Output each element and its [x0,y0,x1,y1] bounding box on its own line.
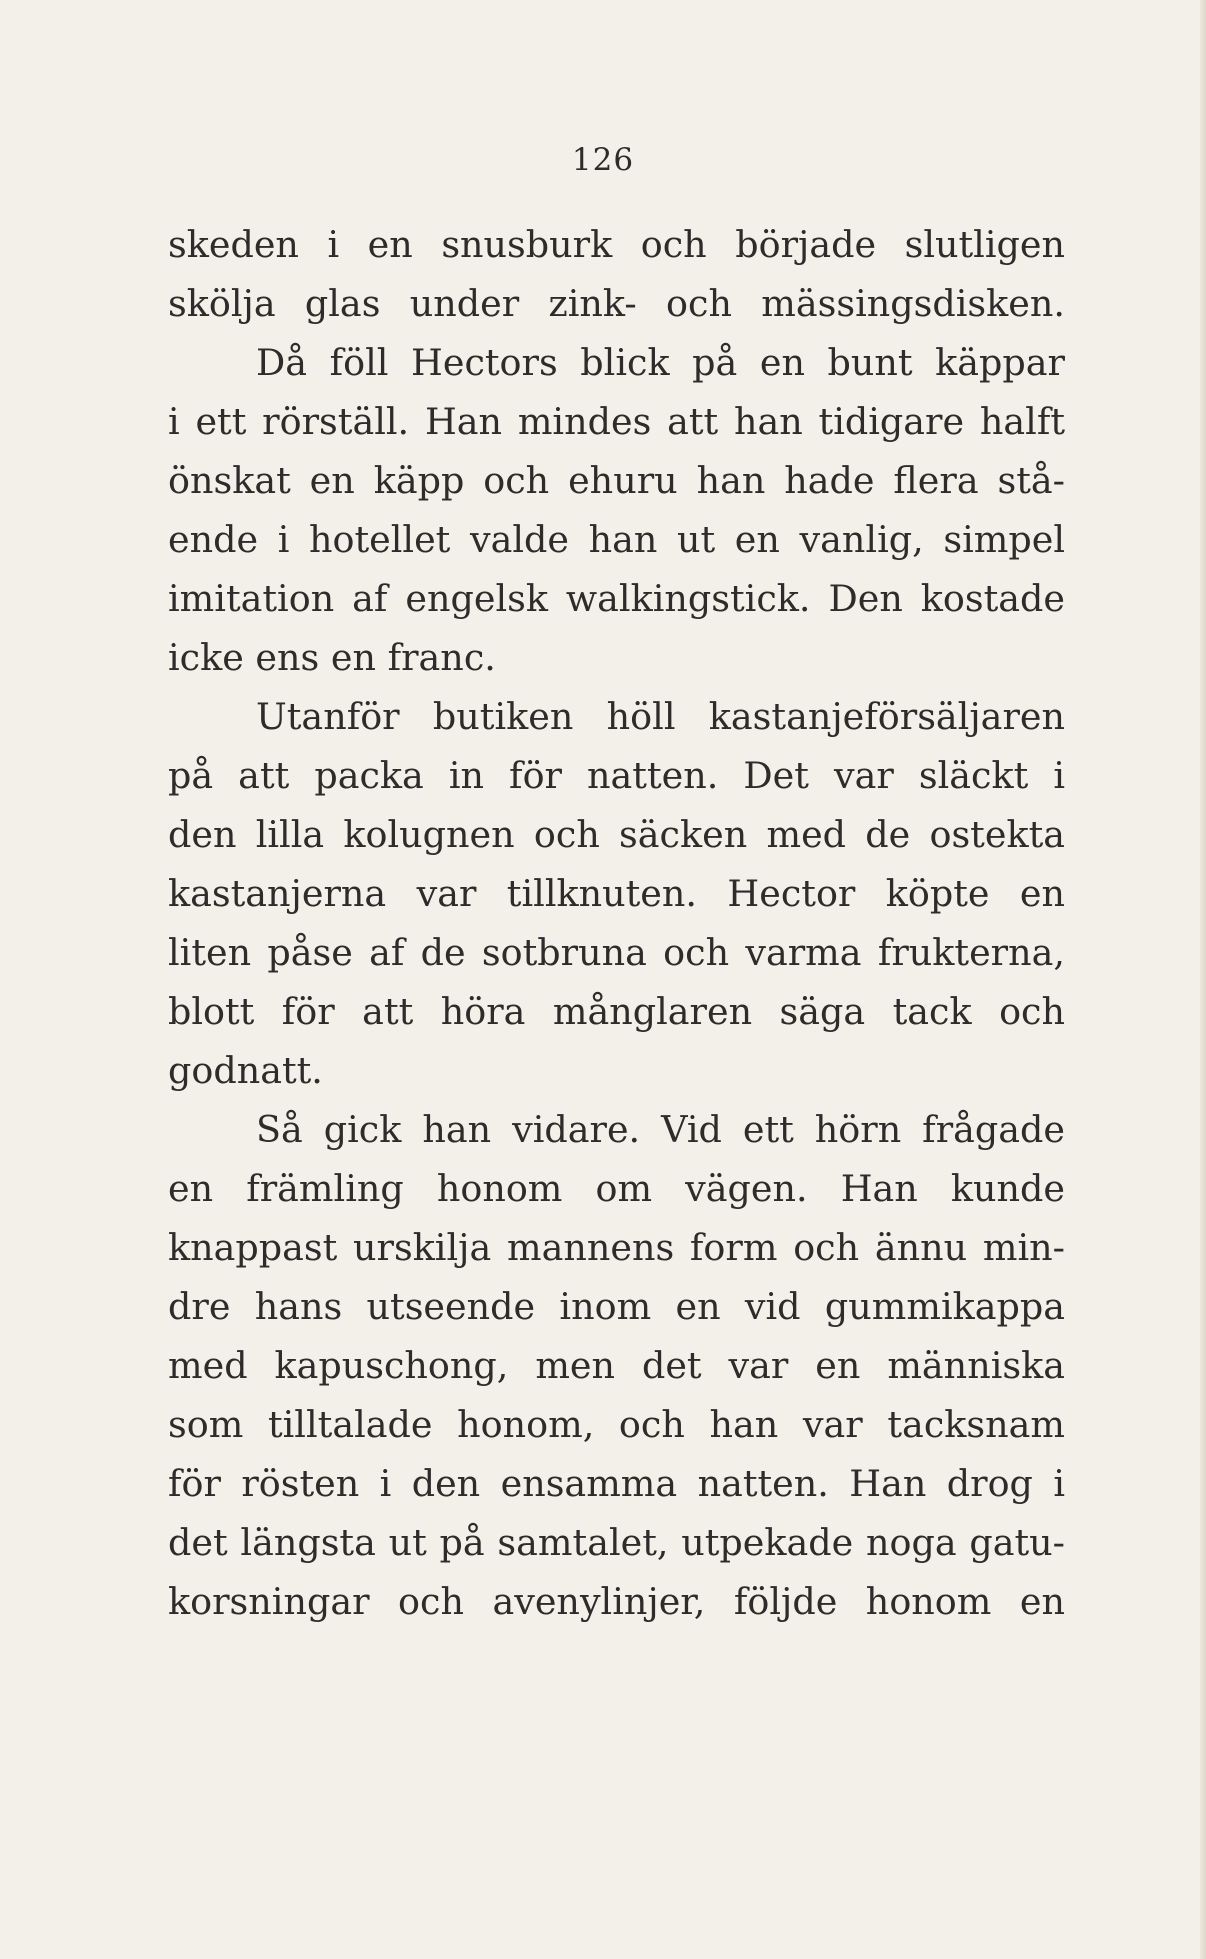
text-line-8: icke ens en franc. [168,636,496,679]
text-line-23: det längsta ut på samtalet, utpekade noga gatu- [168,1521,1065,1564]
text-line-11: den lilla kolugnen och säcken med de ostekta [168,813,1065,856]
text-line-4: i ett rörställ. Han mindes att han tidigare halft [168,400,1065,443]
text-line-24: korsningar och avenylinjer, följde honom en [168,1580,1065,1623]
page-number: 126 [571,142,635,178]
text-line-1: skeden i en snusburk och började slutligen [168,223,1065,266]
text-line-12: kastanjerna var tillknuten. Hector köpte en [168,872,1065,915]
text-line-15: godnatt. [168,1049,323,1092]
text-line-7: imitation af engelsk walkingstick. Den kostade [168,577,1065,620]
text-line-2: skölja glas under zink- och mässingsdisken. [168,282,1065,325]
text-line-5: önskat en käpp och ehuru han hade flera stå- [168,459,1065,502]
text-line-16: Så gick han vidare. Vid ett hörn frågade [256,1108,1065,1151]
text-line-20: med kapuschong, men det var en människa [168,1344,1065,1387]
text-line-10: på att packa in för natten. Det var släckt i [168,754,1065,797]
text-line-17: en främling honom om vägen. Han kunde [168,1167,1065,1210]
text-line-14: blott för att höra månglaren säga tack och [168,990,1065,1033]
text-line-21: som tilltalade honom, och han var tacksnam [168,1403,1065,1446]
text-line-6: ende i hotellet valde han ut en vanlig, simpel [168,518,1065,561]
text-line-19: dre hans utseende inom en vid gummikappa [168,1285,1065,1328]
page-edge-shadow [1200,0,1206,1959]
text-line-9: Utanför butiken höll kastanjeförsäljaren [256,695,1065,738]
text-line-3: Då föll Hectors blick på en bunt käppar [256,341,1065,384]
text-line-13: liten påse af de sotbruna och varma frukterna, [168,931,1065,974]
text-line-18: knappast urskilja mannens form och ännu min- [168,1226,1065,1269]
text-line-22: för rösten i den ensamma natten. Han drog i [168,1462,1065,1505]
